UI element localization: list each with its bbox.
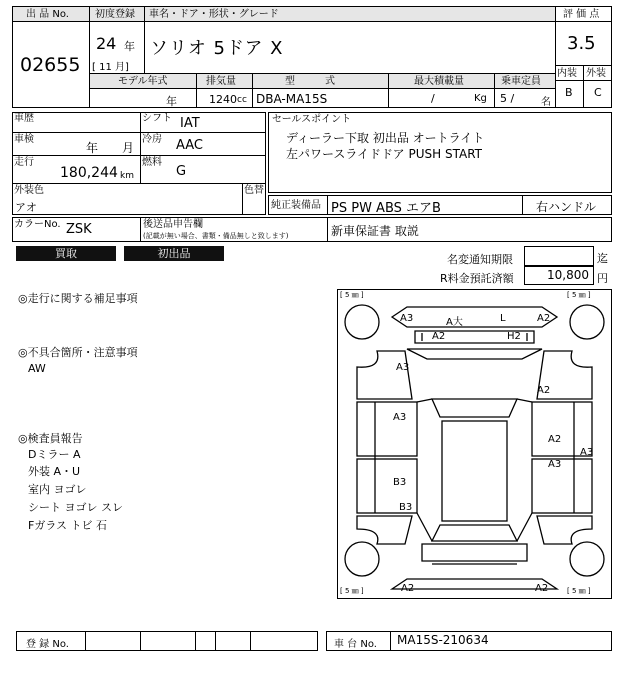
reg-no-label: 登 録 No. bbox=[26, 639, 69, 650]
displacement-value: 1240 bbox=[209, 93, 237, 106]
tire-front-right bbox=[570, 305, 604, 339]
interior-label: 内装 bbox=[557, 68, 577, 79]
rear-glass bbox=[432, 525, 517, 541]
inspection-label: 車検 bbox=[14, 134, 34, 145]
name-change-deadline-box bbox=[524, 246, 594, 266]
vehicle-info-block bbox=[12, 112, 266, 215]
inspector-item: 外装 A・U bbox=[28, 465, 81, 478]
lot-no-label: 出 品 No. bbox=[26, 9, 69, 20]
score-value: 3.5 bbox=[567, 33, 596, 54]
exterior-grade: C bbox=[594, 86, 602, 99]
mark-grille-left: A2 bbox=[432, 331, 446, 342]
shift-label: シフト bbox=[142, 113, 172, 124]
chassis-label: 車 台 No. bbox=[334, 639, 377, 650]
model-type-label: 型 式 bbox=[285, 76, 335, 87]
first-listing-tag: 初出品 bbox=[124, 246, 224, 261]
max-load-label: 最大積載量 bbox=[414, 76, 464, 87]
ext-color-label: 外装色 bbox=[14, 185, 44, 196]
interior-grade: B bbox=[565, 86, 573, 99]
sales-point-line1: ディーラー下取 初出品 オートライト bbox=[286, 131, 485, 145]
sales-point-line2: 左パワースライドドア PUSH START bbox=[286, 147, 482, 161]
capacity-unit: 名 bbox=[541, 97, 551, 108]
defects-title: ◎不具合箇所・注意事項 bbox=[18, 346, 138, 359]
rear-bumper bbox=[392, 579, 557, 589]
mark-quarter-left: B3 bbox=[399, 502, 413, 513]
quarter-left bbox=[357, 516, 412, 544]
chassis-number: MA15S-210634 bbox=[397, 633, 489, 647]
score-label: 評 価 点 bbox=[563, 9, 600, 20]
recycle-label: R料金預託済額 bbox=[440, 272, 514, 285]
windshield bbox=[432, 399, 517, 417]
max-load-unit: Kg bbox=[474, 93, 487, 104]
ext-color-value: アオ bbox=[15, 201, 37, 214]
roof bbox=[442, 421, 507, 521]
car-diagram bbox=[337, 289, 612, 599]
equipment-items: PS PW ABS エアB bbox=[331, 201, 441, 216]
inspection-month: 月 bbox=[122, 141, 135, 155]
mileage-value: 180,244 bbox=[60, 165, 118, 181]
mark-front-bumper-l: L bbox=[500, 313, 506, 324]
history-label: 車歴 bbox=[14, 113, 34, 124]
mark-front-bumper-center: A大 bbox=[446, 317, 463, 328]
tire-front-left bbox=[345, 305, 379, 339]
displacement-unit: cc bbox=[237, 95, 247, 105]
inspector-item: シート ヨゴレ スレ bbox=[28, 501, 123, 514]
equipment-label: 純正装備品 bbox=[271, 200, 321, 211]
first-reg-year: 24 bbox=[96, 34, 117, 53]
model-year-label: モデル年式 bbox=[118, 76, 168, 87]
mark-rear-door-right: A3 bbox=[548, 459, 562, 470]
lot-number: 02655 bbox=[20, 54, 81, 76]
mark-front-bumper-right: A2 bbox=[537, 313, 551, 324]
first-reg-year-unit: 年 bbox=[124, 40, 135, 53]
inspector-item: Dミラー A bbox=[28, 448, 81, 461]
fuel-label: 燃料 bbox=[142, 157, 162, 168]
mark-rear-door-left: B3 bbox=[393, 477, 407, 488]
shift-value: IAT bbox=[180, 116, 200, 131]
recycle-amount: 10,800 bbox=[547, 268, 589, 282]
mileage-label: 走行 bbox=[14, 157, 34, 168]
defect-item: AW bbox=[28, 362, 46, 375]
inspector-title: ◎検査員報告 bbox=[18, 432, 83, 445]
sales-point-label: セールスポイント bbox=[272, 114, 352, 125]
color-change-label: 色替 bbox=[244, 185, 264, 196]
name-change-unit: 迄 bbox=[597, 252, 608, 265]
mark-fender-right: A2 bbox=[537, 385, 551, 396]
mark-rear-bumper-left: A2 bbox=[401, 583, 415, 594]
mark-rear-bumper-right: A2 bbox=[535, 583, 549, 594]
later-doc-label: 後送品申告欄 bbox=[143, 219, 203, 230]
later-doc-note: (記載が無い場合、書類・備品無しと致します) bbox=[143, 232, 289, 240]
tire-rear-left bbox=[345, 542, 379, 576]
front-fender-left bbox=[357, 351, 412, 399]
warranty-docs: 新車保証書 取説 bbox=[331, 224, 419, 238]
tire-rear-right bbox=[570, 542, 604, 576]
color-no-value: ZSK bbox=[66, 222, 92, 237]
recycle-unit: 円 bbox=[597, 272, 608, 285]
tire-depth-front-left: [ 5 ㎜ ] bbox=[340, 291, 364, 299]
fuel-value: G bbox=[176, 164, 187, 179]
quarter-right bbox=[537, 516, 592, 544]
model-year-unit: 年 bbox=[166, 95, 177, 108]
capacity-label: 乗車定員 bbox=[501, 76, 541, 87]
mark-front-door-right: A2 bbox=[548, 434, 562, 445]
color-no-label: カラーNo. bbox=[14, 219, 61, 230]
mark-front-bumper-left: A3 bbox=[400, 313, 414, 324]
mark-side-right: A3 bbox=[580, 447, 594, 458]
first-reg-label: 初度登録 bbox=[95, 9, 135, 20]
driving-notes-title: ◎走行に関する補足事項 bbox=[18, 292, 138, 305]
tire-depth-rear-left: [ 5 ㎜ ] bbox=[340, 587, 364, 595]
ac-value: AAC bbox=[176, 138, 203, 153]
tire-depth-rear-right: [ 5 ㎜ ] bbox=[567, 587, 591, 595]
inspector-item: Fガラス トビ 石 bbox=[28, 519, 107, 532]
tire-depth-front-right: [ 5 ㎜ ] bbox=[567, 291, 591, 299]
max-load-sep: / bbox=[431, 92, 435, 105]
first-reg-month: [ 11 月] bbox=[92, 62, 129, 73]
model-type-value: DBA-MA15S bbox=[256, 92, 328, 106]
exterior-label: 外装 bbox=[586, 68, 606, 79]
mark-front-door-left: A3 bbox=[393, 412, 407, 423]
rear-door-right bbox=[532, 459, 592, 513]
mark-fender-left: A3 bbox=[396, 362, 410, 373]
car-name-label: 車名・ドア・形状・グレード bbox=[149, 9, 279, 20]
purchase-tag: 買取 bbox=[16, 246, 116, 261]
front-bumper bbox=[392, 307, 557, 327]
ac-label: 冷房 bbox=[142, 134, 162, 145]
inspector-item: 室内 ヨゴレ bbox=[28, 483, 87, 496]
mark-grille-right: H2 bbox=[507, 331, 521, 342]
car-name: ソリオ 5ドア X bbox=[150, 38, 284, 59]
name-change-label: 名変通知期限 bbox=[447, 253, 513, 266]
inspection-year: 年 bbox=[86, 141, 99, 155]
handle-side: 右ハンドル bbox=[536, 200, 597, 214]
front-door-left bbox=[357, 402, 417, 456]
displacement-label: 排気量 bbox=[206, 76, 236, 87]
capacity-value: 5 / bbox=[500, 92, 515, 105]
mileage-unit: km bbox=[120, 171, 134, 181]
